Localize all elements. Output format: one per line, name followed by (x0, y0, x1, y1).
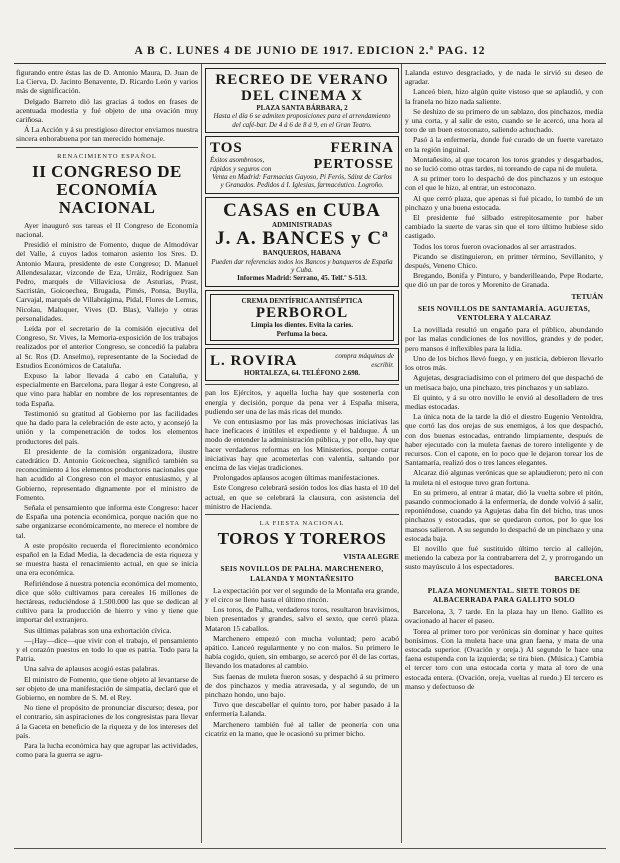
article-title: TOROS Y TOREROS (217, 529, 387, 549)
paragraph: Todos los toros fueron ovacionados al ser arrastrados. (413, 241, 577, 251)
paragraph: Bregando, Bonifa y Pinturo, y banderilleando, Pepe Rodarte, que dió un par de toros y Morenito de Granada. (405, 271, 603, 290)
paragraph: Pasó á la enfermería, donde fué curado de un fuerte varetazo en la región inguinal. (405, 135, 603, 154)
masthead (14, 45, 606, 57)
ad-product: PERTOSSE (313, 157, 394, 173)
ad-text: Venta en Madrid: Farmacias Gayoso, Pi Ferós, Sáinz de Carlos y Granados. Pedidos á I. Iglesias, farmacéutico. Logroño. (212, 173, 392, 190)
ad-row (210, 156, 394, 173)
paragraph: Prolongados aplausos acogen últimas manifestaciones. (213, 473, 380, 483)
paragraph: Alcaraz dió algunas verónicas que se aplaudieron; pero ni con la muleta ni el estoque tuvo gran fortuna. (405, 468, 603, 487)
paragraph: Refiriéndose á nuestra potencia económica del momento, dice que sólo cultivamos para cereales 16 millones de hectáreas, reduciéndose á 1.500.000 las que se dedican al cultivo para la producción de hierro y vino y tiene que importar del extranjero. (16, 578, 198, 625)
ad-address: HORTALEZA, 64. TELÉFONO 2.698. (244, 368, 360, 377)
ad-text: Pueden dar referencias todos los Bancos y banqueros de España y Cuba. (211, 257, 393, 275)
paragraph: Presidió el ministro de Fomento, duque de Almodóvar del Valle, á cuyos lados tomaron asiento los Sres. D. Antonio Maura, presidente de este Congreso; D. Manuel Allendesalazar, vizconde de Eza, Urráiz, Rodríguez San Pedro, marqués de Villaviciosa de Asturias, Prast, Sacristán, Goicoechea, Brugada, Pimés, Ponsa, Buylla, Carvajal, marqués de Villabrágima, Pidal, Flores de Lemus, Nicolau, Maluquer, Vives (D. Blas), Vallejo y otras personalidades. (16, 240, 198, 323)
paragraph: Para la lucha económica hay que agrupar las actividades, como para la guerra se agru- (16, 741, 198, 760)
divider (205, 514, 399, 515)
ad-text: compra máquinas de escribir. (335, 352, 394, 369)
paragraph: Montañesito, al que tocaron los toros grandes y desgarbados, no se lució como otras tardes, ni toreando de capa ni de muleta. (405, 154, 603, 174)
intro-paragraph: figurando entre éstas las de D. Antonio Maura, D. Juan de La Cierva, D. Jacinto Benavente, D. Ricardo León y varios más de significación. (16, 68, 198, 96)
ad-address: PLAZA SANTA BÁRBARA, 2 (256, 104, 348, 112)
paragraph: Uno de los bichos llevó fuego, y en justicia, debieron llevarlo los otros más. (405, 353, 603, 373)
column-2 (205, 68, 399, 739)
header-rule (14, 63, 606, 64)
ad-subtitle: CREMA DENTÍFRICA ANTISÉPTICA (241, 296, 363, 305)
ad-text: Limpia los dientes. Evita la caries. (250, 321, 354, 330)
paragraph: Este Congreso celebrará sesión todos los días hasta el 10 del actual, en que se celebrará la clausura, con asistencia del ministro de Hacienda. (205, 483, 399, 511)
paragraph: En su primero, al entrar á matar, dió la vuelta sobre el pitón, pasando conmocionado á la enfermería, de donde volvió á salir, reponiéndose, cuando ya Agujetas daba fin del bicho, tras unos pinchazos y estocadas, que se quedaron cortos, por lo que los mansos salieron. A su segundo lo despachó de un pinchazo y una estocada baja. (405, 487, 603, 543)
ad-recreo-verano (205, 68, 399, 133)
section-label: RENACIMIENTO ESPAÑOL (57, 152, 157, 160)
paragraph: pan los Ejércitos, y aquella lucha hay que sostenerla con energía y decisión, porque da pena ver á España misera, pudiendo ser una de las más ricas del mundo. (205, 388, 399, 416)
paragraph: Leída por el secretario de la comisión ejecutiva del Congreso, Sr. Vives, la Memoria-exposición de los trabajos realizados por el anterior Congreso, se concedió la palabra al Sr. Ros (D. Anselmo), representante de la Sociedad de Estudios Económicos de Cataluña. (16, 324, 198, 370)
subhead: SEIS NOVILLOS DE PALHA. MARCHENERO, LALANDA Y MONTAÑESITO (220, 565, 384, 583)
paragraph: Barcelona, 3, 7 tarde. En la plaza hay un lleno. Gallito es ovacionado al hacer el paseo. (405, 607, 603, 626)
paragraph: El presidente fué silbado estrepitosamente por haber cambiado la suerte de varas sin que el toro último hubiese sido castigado. (405, 213, 603, 241)
paragraph: Á La Acción y á su prestigioso director enviamos nuestra sincera enhorabuena por tan merecido homenaje. (16, 125, 198, 144)
paragraph: Lanceó bien, hizo algún quite vistoso que se aplaudió, y con la franela no hizo nada saliente. (405, 87, 603, 106)
divider (205, 384, 399, 385)
paragraph: Los toros, de Palha, verdaderos toros, resultaron bravísimos, bien presentados y grandes, salvo el sexto, que cerró plaza. Mataron 15 caballos. (205, 605, 399, 633)
column-divider-2 (401, 64, 402, 843)
paragraph: Ve con entusiasmo por las más provechosas iniciativas las hace ineficaces é inútiles el expediente y el balduque. Á un modo de entender la administración pública, y por ello, hay que hacer verdaderos reformas en los Ministerios, porque cortar iniciativas hay que acometerlas con valentía, saltando por encima de las viejas tradiciones. (205, 416, 399, 472)
paragraph: Agujetas, desgraciadísimo con el primero del que despachó de un metisaca bajo, una pinchazo, tres pinchazos y un sablazo. (405, 373, 603, 392)
section-label: LA FIESTA NACIONAL (259, 519, 345, 527)
paragraph: Torea al primer toro por verónicas sin dominar y hace quites bonísimos. Con la muleta hace una gran faena, y mata de una estocada superior. (Ovación y oreja.) Al segundo le hace una faena estupenda con la izquierda; se tira bien. (Música.) Cambia el tercer toro con una estocada corta y mata al toro de una estocada entera. (Ovación, oreja, vueltas al ruedo.) El tercero es manso y defectuoso de (405, 626, 603, 691)
paragraph: Marchenero también fué al taller de peonería con una cicatriz en la mano, que le ocasionó su primer bicho. (205, 719, 399, 738)
paragraph: Expuso la labor llevada á cabo en Cataluña, y especialmente en Barcelona, para llegar á este Congreso, al que vino para hablar en nombre de los representantes de toda España. (16, 371, 198, 408)
ad-text (210, 156, 271, 173)
ad-title: L. ROVIRA (210, 352, 298, 369)
ad-perborol (205, 290, 399, 345)
paragraph: Marchenero empezó con mucha voluntad; pero acabó apático. Lanceó regularmente y no con malos. Su primero le había cogido, quien, sin embargo, se acercó por él de las cortas, llevando los matadores al cambio. (205, 633, 399, 671)
paragraph: La única nota de la tarde la dió el diestro Eugenio Ventoldra, que cortó las dos orejas de sus enemigos, á los que despachó, con dos buenas estocadas, entrando limpiamente, después de haber ejecutado con la muleta faenas de torero inteligente y de recursos. Con el capote, en lo poco que le dejaron torear los de Santamaría, realizó dos o tres lances elegantes. (405, 412, 603, 468)
ad-casas-cuba (205, 197, 399, 287)
ad-title: RECREO DE VERANO (215, 72, 389, 88)
paragraph: Sus últimas palabras son una exhortación cívica. (24, 625, 172, 635)
paragraph: —¡Hay—dice—que vivir con el trabajo, el pensamiento y el corazón puestos en todo lo que es patria. Todo para la Patria. (16, 635, 198, 664)
paragraph: Señala el pensamiento que informa este Congreso: hacer de España una potencia económica, porque nación que no sabe organizarse económicamente, no merece el nombre de tal. (16, 502, 198, 540)
ad-tos-ferina (205, 136, 399, 194)
ad-subtitle: DEL CINEMA X (240, 88, 364, 104)
ad-title: CASAS en CUBA (223, 199, 381, 221)
paragraph: A este propósito recuerda el florecimiento económico español en la Edad Media, la decadencia de esta riqueza y se muestra hasta el renacimiento actual, en que se inicia una era económica. (16, 540, 198, 578)
ad-text: BANQUEROS, HABANA (262, 249, 342, 258)
ad-text: Informes Madrid: Serrano, 45. Telf.º S-513. (237, 274, 367, 283)
ad-row (210, 140, 394, 156)
ad-row (210, 352, 394, 369)
footer-rule (14, 848, 606, 849)
place-label: VISTA ALEGRE (343, 552, 399, 562)
place-label: BARCELONA (554, 573, 603, 583)
paragraph: Testimonió su gratitud al Gobierno por las facilidades que ha dado para la celebración de este acto, y aconsejó la unión y la compenetración de todos los elementos productores del país. (16, 408, 198, 446)
masthead-text: A B C. LUNES 4 DE JUNIO DE 1917. EDICION 2.ª PAG. 12 (134, 45, 486, 57)
paragraph: El quinto, y á su otro novillo le envió al desolladero de tres medias estocadas. (405, 392, 603, 411)
subhead: PLAZA MONUMENTAL. SIETE TOROS DE ALBACERRADA PARA GALLITO SOLO (427, 586, 581, 604)
column-3 (405, 68, 603, 692)
subhead: SEIS NOVILLOS DE SANTAMARÍA. AGUJETAS, VENTOLERA Y ALCARAZ (417, 304, 591, 323)
ad-title: TOS (210, 140, 243, 157)
ad-inner (210, 294, 394, 341)
ad-text: Perfuma la boca. (276, 329, 328, 338)
ad-line: rápidos y seguros con (210, 164, 272, 173)
paragraph: Tuvo que descabellar el quinto toro, por haber pasado á la enfermería Lalanda. (205, 700, 399, 719)
paragraph: Delgado Barreto dió las gracias á todos en frases de acentuada modestia y fué objeto de una ovación muy cariñosa. (16, 96, 198, 125)
ad-title: FERINA (330, 140, 394, 157)
ad-subtitle: ADMINISTRADAS (272, 220, 332, 229)
ad-line: Éxitos asombrosos, (210, 156, 265, 165)
ad-text: Hasta el día 6 se admiten proposiciones para el arrendamiento del café-bar. De 4 á 6 de 8 á 9, en el Gran Teatro. (213, 112, 391, 129)
divider (16, 147, 198, 148)
paragraph: Se deshizo de su primero de un sablazo, dos pinchazos, media y una corta, y al salir de esto, cuando se le acercó, una hora al toro de un buen estoconazo, saliendo achuchado. (405, 106, 603, 135)
paragraph: Sus faenas de muleta fueron sosas, y despachó á su primero de dos pinchazos y media atravesada, y al segundo, de un pinchazo hondo, uno bajo. (205, 671, 399, 699)
article-title: II CONGRESO DE ECONOMÍA NACIONAL (32, 161, 182, 217)
paragraph: Al que cerró plaza, que apenas si fué picado, lo tumbó de un pinchazo y una buena estocada. (405, 193, 603, 212)
place-label: TETUÁN (571, 291, 603, 301)
paragraph: A su primer toro lo despachó de dos pinchazos y un estoque con el que le hizo, al entrar, un estoconazo. (405, 174, 603, 193)
paragraph: El presidente de la comisión organizadora, ilustre catedrático D. Antonio Goicoechea, significó también su reconocimiento á los elementos productores nacionales que han acudido al Congreso con el mayor entusiasmo, y al Gobierno, representado dignamente por el ministro de Fomento. (16, 446, 198, 502)
paragraph: La expectación por ver el segundo de la Montaña era grande, y el circo se lleno hasta el último rincón. (205, 585, 399, 604)
paragraph: El ministro de Fomento, que tiene objeto al levantarse de ser objeto de una manifestación de simpatía, declaró que el Gobierno, en nombre de S. M. el Rey. (16, 674, 198, 702)
paragraph: Una salva de aplausos acogió estas palabras. (24, 664, 160, 674)
paragraph: Ayer inauguró sus tareas el II Congreso de Economía nacional. (16, 220, 198, 240)
paragraph: No tiene el propósito de pronunciar discurso; desea, por el contrario, sin aspiraciones de los congresistas para llevar á la Gaceta en beneficio de la riqueza y de los intereses del país. (16, 703, 198, 740)
ad-rovira (205, 348, 399, 381)
paragraph: La novillada resultó un engaño para el público, abundando por las malas condiciones de los novillos, grandes y de poder, pero mansos é inflexibles para la lidia. (405, 325, 603, 353)
paragraph: Lalanda estuvo desgraciado, y de nada le sirvió su deseo de agradar. (405, 68, 603, 87)
paragraph: Picando se distinguieron, en primer término, Sevillanito, y después, Veneno Chico. (405, 251, 603, 271)
column-divider-1 (201, 64, 202, 843)
paragraph: El novillo que fué sustituido último tercio al callejón, metiendo la cabeza por la contrabarrera del 2, y prorrogando un susto mayúsculo á los espectadores. (405, 543, 603, 572)
ad-company: J. A. BANCES y Cª (215, 228, 389, 250)
ad-title: PERBOROL (255, 305, 349, 322)
column-1 (16, 68, 198, 760)
